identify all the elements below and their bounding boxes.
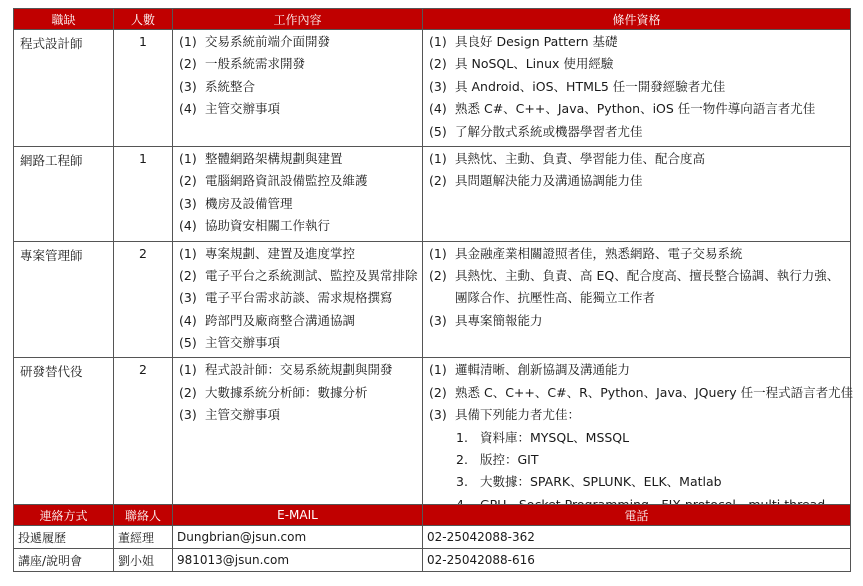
job-duties — [173, 358, 423, 520]
requirement-item: (2) 熟悉 C、C++、C#、R、Python、Java、JQuery 任一程式語言者尤佳 — [429, 384, 854, 400]
header-contact-method: 連絡方式 — [14, 505, 114, 526]
contact-method: 投遞履歷 — [14, 526, 114, 549]
requirement-item: (3) 具 Android、iOS、HTML5 任一開發經驗者尤佳 — [429, 78, 726, 94]
contact-email: 981013@jsun.com — [173, 549, 423, 572]
header-requirements: 條件資格 — [423, 9, 851, 30]
requirement-item: (1) 邏輯清晰、創新協調及溝通能力 — [429, 362, 631, 378]
duty-item: (4) 協助資安相關工作執行 — [179, 218, 331, 234]
sub-requirement-item: 3. 大數據：SPARK、SPLUNK、ELK、Matlab — [456, 474, 722, 490]
duty-item: (1) 專案規劃、建置及進度掌控 — [179, 245, 356, 261]
requirement-item: (1) 具熱忱、主動、負責、學習能力佳、配合度高 — [429, 150, 706, 166]
job-title: 網路工程師 — [14, 146, 114, 241]
requirement-item: (3) 具專案簡報能力 — [429, 312, 543, 328]
contact-email: Dungbrian@jsun.com — [173, 526, 423, 549]
job-duties — [173, 146, 423, 241]
duty-item: (2) 一般系統需求開發 — [179, 56, 306, 72]
requirement-item: (4) 熟悉 C#、C++、Java、Python、iOS 任一物件導向語言者尤佳 — [429, 101, 816, 117]
header-phone: 電話 — [423, 505, 851, 526]
duty-item: (5) 主管交辦事項 — [179, 335, 281, 351]
requirement-item: (2) 具熱忱、主動、負責、高 EQ、配合度高、擅長整合協調、執行力強、 — [429, 267, 840, 283]
requirement-item: (1) 具金融產業相關證照者佳，熟悉網路、電子交易系統 — [429, 245, 743, 261]
job-requirements — [423, 241, 851, 358]
job-title: 程式設計師 — [14, 30, 114, 147]
job-requirements — [423, 146, 851, 241]
duty-item: (1) 整體網路架構規劃與建置 — [179, 150, 343, 166]
duty-item: (4) 跨部門及廠商整合溝通協調 — [179, 312, 356, 328]
duty-item: (1) 程式設計師：交易系統規劃與開發 — [179, 362, 393, 378]
header-email: E-MAIL — [173, 505, 423, 526]
requirement-item: (1) 具良好 Design Pattern 基礎 — [429, 34, 618, 49]
duty-item: (3) 主管交辦事項 — [179, 407, 281, 423]
duty-item: (4) 主管交辦事項 — [179, 101, 281, 117]
job-count: 2 — [114, 241, 173, 358]
job-count: 2 — [114, 358, 173, 520]
jobs-table — [13, 8, 854, 520]
header-contact-person: 聯絡人 — [114, 505, 173, 526]
contact-row — [14, 549, 851, 572]
job-row — [14, 241, 851, 358]
job-title: 研發替代役 — [14, 358, 114, 520]
contact-table — [13, 504, 851, 572]
duty-item: (3) 電子平台需求訪談、需求規格撰寫 — [179, 290, 393, 306]
duty-item: (2) 電腦網路資訊設備監控及維護 — [179, 173, 368, 189]
sub-requirement-item: 2. 版控：GIT — [456, 452, 539, 468]
job-duties — [173, 30, 423, 147]
contact-phone: 02-25042088-616 — [423, 549, 851, 572]
job-title: 專案管理師 — [14, 241, 114, 358]
requirement-item: (5) 了解分散式系統或機器學習者尤佳 — [429, 123, 643, 139]
requirement-item: (2) 具 NoSQL、Linux 使用經驗 — [429, 56, 614, 72]
job-row — [14, 358, 851, 520]
contact-row — [14, 526, 851, 549]
job-requirements — [423, 30, 851, 147]
header-headcount: 人數 — [114, 9, 173, 30]
job-row — [14, 30, 851, 147]
job-count: 1 — [114, 146, 173, 241]
contact-person: 董經理 — [114, 526, 173, 549]
job-row — [14, 146, 851, 241]
contact-header-row — [14, 505, 851, 526]
contact-person: 劉小姐 — [114, 549, 173, 572]
duty-item: (3) 機房及設備管理 — [179, 195, 293, 211]
requirement-item: (3) 具備下列能力者尤佳： — [429, 407, 581, 423]
duty-item: (1) 交易系統前端介面開發 — [179, 34, 331, 49]
header-position: 職缺 — [14, 9, 114, 30]
duty-item: (2) 電子平台之系統測試、監控及異常排除 — [179, 267, 418, 283]
duty-item: (2) 大數據系統分析師：數據分析 — [179, 384, 368, 400]
job-count: 1 — [114, 30, 173, 147]
requirement-item: 團隊合作、抗壓性高、能獨立工作者 — [455, 290, 656, 306]
requirement-item: (2) 具問題解決能力及溝通協調能力佳 — [429, 173, 643, 189]
contact-method: 講座/說明會 — [14, 549, 114, 572]
duty-item: (3) 系統整合 — [179, 78, 256, 94]
jobs-header-row — [14, 9, 851, 30]
job-duties — [173, 241, 423, 358]
job-requirements — [423, 358, 854, 520]
sub-requirement-item: 1. 資料庫：MYSQL、MSSQL — [456, 429, 630, 445]
header-duties: 工作內容 — [173, 9, 423, 30]
contact-phone: 02-25042088-362 — [423, 526, 851, 549]
